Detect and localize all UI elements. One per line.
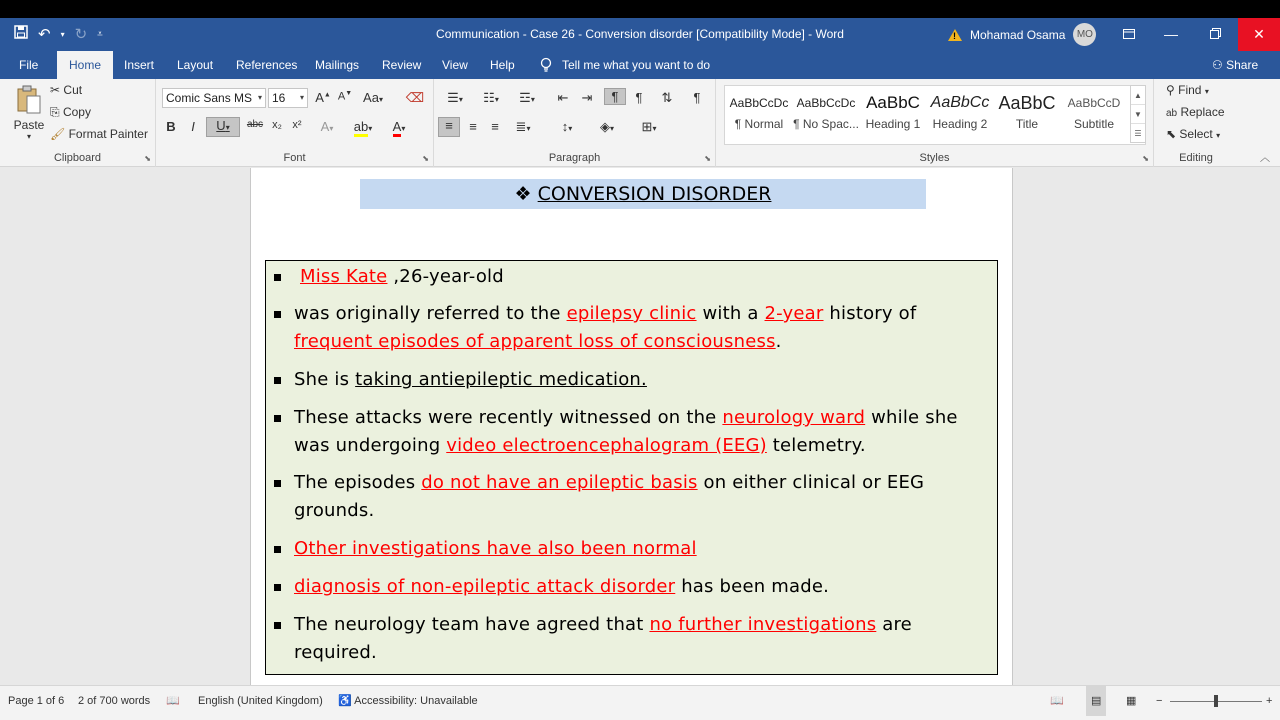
- clear-formatting-icon[interactable]: ⌫: [405, 90, 425, 105]
- bullet-square-icon: [274, 480, 281, 487]
- zoom-out-icon[interactable]: −: [1156, 695, 1163, 707]
- list-item: [294, 366, 974, 394]
- copy-label: Copy: [62, 105, 91, 119]
- superscript-icon[interactable]: x²: [292, 119, 302, 131]
- list-item: [294, 469, 974, 525]
- select-button[interactable]: [1166, 127, 1220, 141]
- select-label: Select: [1179, 127, 1213, 141]
- style-name: ¶ Normal: [734, 117, 784, 131]
- body-text: .: [775, 331, 782, 352]
- zoom-in-icon[interactable]: +: [1266, 695, 1273, 707]
- style-sample: AaBbCcD: [1067, 96, 1121, 110]
- tab-help[interactable]: Help: [490, 58, 515, 72]
- accessibility-icon: ♿: [338, 695, 352, 707]
- bullet-square-icon: [274, 546, 281, 553]
- style-name: ¶ No Spac...: [793, 117, 859, 131]
- diamond-bullet-icon: ❖: [514, 183, 532, 205]
- warning-icon: !: [948, 29, 962, 41]
- list-item: [294, 611, 974, 667]
- style-name: Heading 2: [932, 117, 988, 131]
- subscript-icon[interactable]: x₂: [272, 119, 282, 131]
- styles-scroll[interactable]: [1130, 85, 1146, 143]
- clipboard-launcher-icon[interactable]: ⬊: [144, 154, 151, 163]
- scroll-up-icon[interactable]: ▲: [1131, 86, 1145, 105]
- ribbon-tabs: [0, 51, 1280, 79]
- style-normal[interactable]: [726, 87, 792, 141]
- style-sample: AaBbC: [998, 93, 1056, 113]
- editing-label: Editing: [1179, 152, 1213, 164]
- styles-launcher-icon[interactable]: ⬊: [1142, 154, 1149, 163]
- show-marks-icon[interactable]: ¶: [693, 90, 701, 105]
- customize-qat-icon[interactable]: ⩡: [97, 29, 103, 40]
- font-group: [156, 79, 434, 167]
- justify-icon[interactable]: ≣▾: [515, 119, 531, 134]
- underlined-text: taking antiepileptic medication.: [355, 369, 647, 390]
- style-sample: AaBbC: [866, 93, 920, 112]
- tab-mailings[interactable]: Mailings: [315, 58, 360, 72]
- scissors-icon: ✂: [50, 83, 61, 97]
- paintbrush-icon: 🖌: [50, 127, 66, 141]
- find-button[interactable]: [1166, 83, 1209, 97]
- bold-icon[interactable]: B: [166, 119, 176, 134]
- font-size-value: 16: [272, 91, 286, 105]
- highlight-icon[interactable]: ab▾: [352, 119, 374, 134]
- tab-review[interactable]: Review: [382, 58, 422, 72]
- chevron-down-icon: ▾: [299, 93, 304, 102]
- find-label: Find: [1178, 83, 1202, 97]
- increase-indent-icon[interactable]: ⇥: [581, 90, 593, 105]
- bullet-square-icon: [274, 622, 281, 629]
- chevron-down-icon: ▾: [1216, 131, 1221, 140]
- line-spacing-icon[interactable]: ↕▾: [561, 119, 573, 134]
- rtl-icon[interactable]: ¶: [635, 90, 643, 105]
- search-icon: ⚲: [1166, 83, 1175, 97]
- style-sample: AaBbCcDc: [729, 96, 789, 110]
- chevron-down-icon: ▾: [257, 93, 262, 102]
- tab-layout[interactable]: Layout: [177, 58, 214, 72]
- body-text: She is: [294, 369, 356, 390]
- accessibility-status[interactable]: [338, 686, 478, 716]
- style-sample: AaBbCcDc: [796, 96, 856, 110]
- style-sample: AaBbCc: [930, 94, 990, 111]
- style-heading-2[interactable]: [927, 87, 993, 141]
- ribbon: [0, 79, 1280, 167]
- share-button[interactable]: [1212, 51, 1258, 79]
- proofing-icon[interactable]: 📖: [166, 695, 180, 707]
- lightbulb-icon: [540, 57, 552, 73]
- style-title[interactable]: [994, 87, 1060, 141]
- content-box: [265, 260, 998, 675]
- style-name: Title: [1015, 117, 1039, 131]
- highlighted-text: diagnosis of non-epileptic attack disorder: [294, 576, 676, 597]
- body-text: history of: [823, 303, 917, 324]
- style-heading-1[interactable]: [860, 87, 926, 141]
- body-text: has been made.: [675, 576, 830, 597]
- replace-button[interactable]: [1166, 105, 1225, 119]
- highlighted-text: epilepsy clinic: [566, 303, 697, 324]
- font-label: Font: [283, 152, 306, 164]
- strikethrough-icon[interactable]: abc: [246, 119, 264, 130]
- align-left-icon[interactable]: ≡: [438, 117, 460, 137]
- word-window: [0, 18, 1280, 720]
- zoom-thumb[interactable]: [1214, 695, 1218, 707]
- document-title: Communication - Case 26 - Conversion disorder [Compatibility Mode] - Word: [436, 27, 844, 41]
- paragraph-group: [434, 79, 716, 167]
- copy-icon: ⎘: [50, 105, 60, 119]
- numbering-icon[interactable]: ☷▾: [483, 90, 499, 105]
- format-painter-label: Format Painter: [68, 127, 148, 141]
- ltr-icon[interactable]: ¶: [604, 88, 626, 105]
- minimize-icon[interactable]: —: [1164, 26, 1178, 42]
- list-item: [294, 300, 974, 356]
- avatar[interactable]: MO: [1073, 23, 1096, 46]
- style-name: Heading 1: [865, 117, 921, 131]
- paragraph-label: Paragraph: [548, 152, 601, 164]
- bullet-square-icon: [274, 584, 281, 591]
- highlighted-text: do not have an epileptic basis: [421, 472, 698, 493]
- clipboard-label: Clipboard: [53, 152, 102, 164]
- highlighted-text: Miss Kate: [300, 266, 388, 287]
- highlighted-text: Other investigations have also been normal: [294, 538, 697, 559]
- close-icon[interactable]: ✕: [1238, 18, 1280, 51]
- tab-references[interactable]: References: [236, 58, 298, 72]
- highlighted-text: 2-year: [764, 303, 824, 324]
- format-painter-button[interactable]: [50, 127, 148, 141]
- share-label: Share: [1226, 58, 1259, 72]
- grow-font-icon[interactable]: A▲: [315, 90, 331, 105]
- body-text: telemetry.: [766, 435, 866, 456]
- page-count[interactable]: Page 1 of 6: [8, 695, 65, 707]
- bullet-square-icon: [274, 415, 281, 422]
- style-name: Subtitle: [1073, 117, 1115, 131]
- styles-group: [716, 79, 1154, 167]
- print-layout-icon[interactable]: ▤: [1086, 686, 1106, 716]
- language[interactable]: English (United Kingdom): [198, 695, 323, 707]
- highlighted-text: video electroencephalogram (EEG): [446, 435, 767, 456]
- body-text: with a: [696, 303, 765, 324]
- undo-dropdown-icon[interactable]: ▾: [60, 30, 65, 39]
- chevron-down-icon: ▾: [1204, 87, 1209, 96]
- user-name: Mohamad Osama: [970, 27, 1066, 42]
- tab-insert[interactable]: Insert: [124, 58, 155, 72]
- cut-button[interactable]: [50, 83, 82, 97]
- bullet-square-icon: [274, 377, 281, 384]
- cut-label: Cut: [63, 83, 83, 97]
- align-right-icon[interactable]: ≡: [491, 119, 499, 134]
- list-item: [294, 535, 974, 563]
- title-bar: [0, 18, 1280, 51]
- font-size-box[interactable]: [268, 88, 308, 108]
- copy-button[interactable]: [50, 105, 91, 120]
- highlighted-text: no further investigations: [649, 614, 877, 635]
- person-icon: ⚇: [1212, 58, 1223, 72]
- list-item: [294, 404, 974, 460]
- scroll-down-icon[interactable]: ▼: [1131, 105, 1145, 124]
- borders-icon[interactable]: ⊞▾: [641, 119, 657, 134]
- bullet-square-icon: [274, 274, 281, 281]
- font-color-icon[interactable]: A▾: [388, 119, 410, 134]
- replace-icon: ab: [1166, 108, 1178, 119]
- web-layout-icon[interactable]: ▦: [1126, 695, 1137, 707]
- paragraph-launcher-icon[interactable]: ⬊: [704, 154, 711, 163]
- body-text: while she was undergoing: [294, 407, 958, 456]
- heading-text: CONVERSION DISORDER: [537, 183, 772, 205]
- highlighted-text: frequent episodes of apparent loss of consciousness: [294, 331, 776, 352]
- body-text: ,26-year-old: [387, 266, 504, 287]
- editing-group: [1154, 79, 1238, 167]
- tell-me-search[interactable]: [540, 51, 710, 79]
- paste-label: Paste: [13, 118, 45, 132]
- restore-icon[interactable]: [1194, 18, 1236, 51]
- tab-file[interactable]: File: [19, 58, 39, 72]
- bullet-square-icon: [274, 311, 281, 318]
- clipboard-group: [0, 79, 156, 167]
- styles-label: Styles: [919, 152, 950, 164]
- align-center-icon[interactable]: ≡: [469, 119, 477, 134]
- paste-dropdown-icon[interactable]: ▾: [26, 132, 31, 141]
- multilevel-list-icon[interactable]: ☲▾: [519, 90, 535, 105]
- paste-icon: [16, 85, 42, 115]
- tell-me-label: Tell me what you want to do: [562, 58, 711, 72]
- document-area[interactable]: [0, 168, 1280, 685]
- text-effects-icon[interactable]: A▾: [320, 119, 334, 134]
- style-no-spacing[interactable]: [793, 87, 859, 141]
- shrink-font-icon[interactable]: A▼: [337, 90, 353, 103]
- underline-icon[interactable]: U▾: [206, 117, 240, 137]
- document-heading: [360, 179, 926, 209]
- cursor-icon: ⬉: [1166, 127, 1177, 141]
- body-text: These attacks were recently witnessed on the: [294, 407, 723, 428]
- body-text: was originally referred to the: [294, 303, 567, 324]
- page[interactable]: [250, 168, 1013, 685]
- accessibility-label: Accessibility: Unavailable: [354, 695, 478, 707]
- word-count[interactable]: 2 of 700 words: [78, 695, 151, 707]
- body-text: The neurology team have agreed that: [294, 614, 650, 635]
- status-bar: [0, 685, 1280, 720]
- sort-icon[interactable]: ⇅: [661, 90, 673, 105]
- replace-label: Replace: [1180, 105, 1225, 119]
- tab-view[interactable]: View: [442, 58, 468, 72]
- font-family-box[interactable]: [162, 88, 266, 108]
- list-item: [294, 573, 974, 601]
- body-text: The episodes: [294, 472, 422, 493]
- change-case-icon[interactable]: Aa▾: [363, 90, 383, 105]
- italic-icon[interactable]: I: [191, 119, 195, 134]
- font-launcher-icon[interactable]: ⬊: [422, 154, 429, 163]
- collapse-ribbon-icon[interactable]: ︿: [1260, 153, 1270, 164]
- paste-button[interactable]: [12, 85, 46, 141]
- account-area[interactable]: [948, 18, 1096, 51]
- body-text: on either clinical or EEG grounds.: [294, 472, 925, 521]
- list-item: [294, 263, 974, 291]
- bullets-icon[interactable]: ☰▾: [447, 90, 463, 105]
- font-family-value: Comic Sans MS: [166, 91, 253, 105]
- more-styles-icon[interactable]: ☰: [1134, 129, 1142, 138]
- shading-icon[interactable]: ◈▾: [599, 119, 614, 134]
- redo-icon[interactable]: ↻: [74, 26, 88, 43]
- undo-icon[interactable]: ↶: [38, 26, 51, 43]
- ribbon-display-icon[interactable]: [1108, 18, 1150, 51]
- tab-home[interactable]: Home: [57, 51, 113, 79]
- decrease-indent-icon[interactable]: ⇤: [557, 90, 569, 105]
- style-subtitle[interactable]: [1061, 87, 1127, 141]
- body-text: are required.: [294, 614, 912, 663]
- read-mode-icon[interactable]: 📖: [1050, 695, 1064, 707]
- highlighted-text: neurology ward: [722, 407, 866, 428]
